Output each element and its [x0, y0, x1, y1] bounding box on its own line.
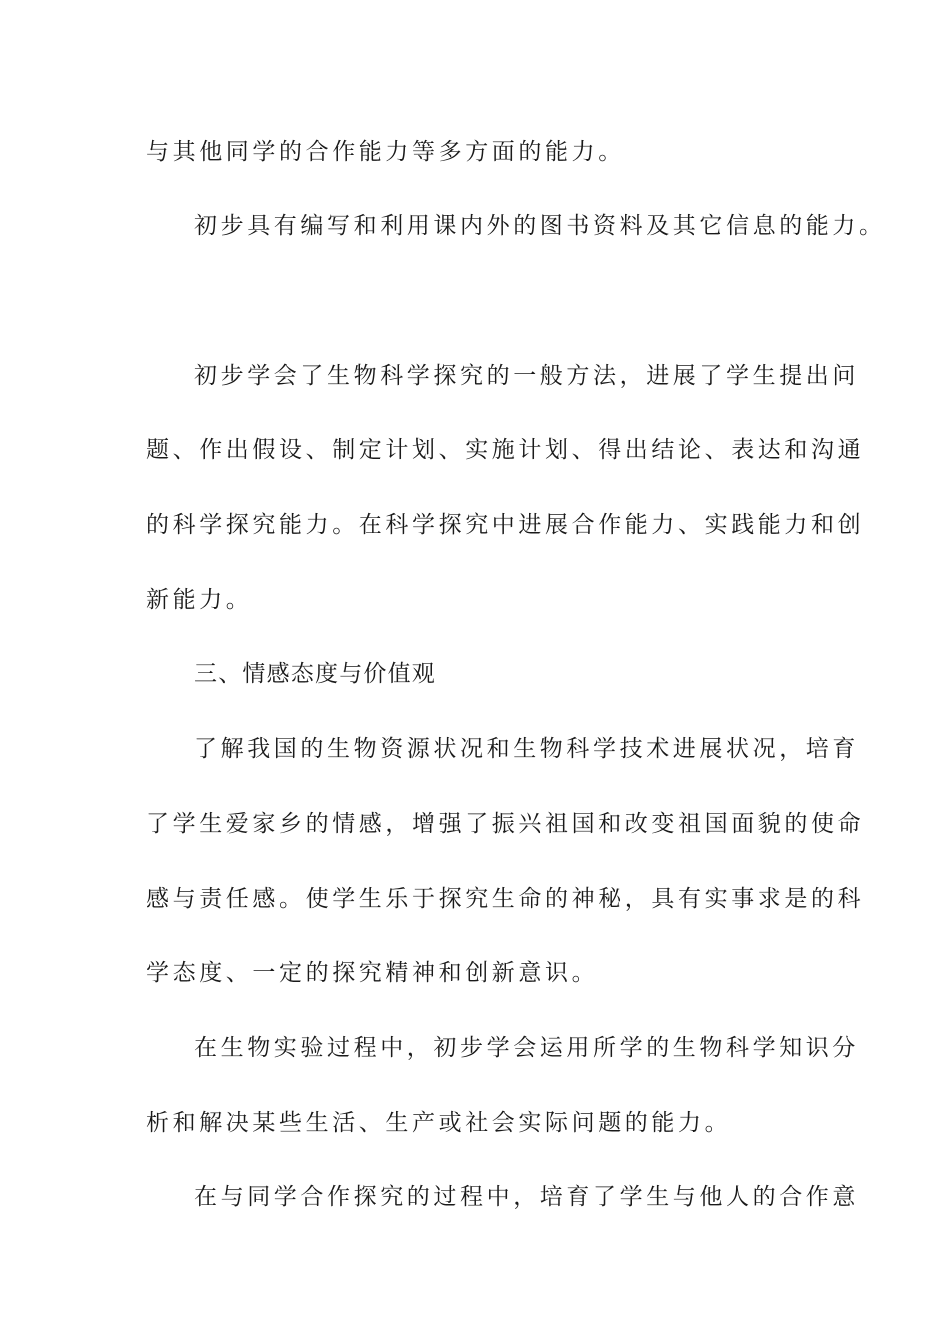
paragraph-line: 初步具有编写和利用课内外的图书资料及其它信息的能力。: [194, 213, 886, 239]
paragraph-line: 的科学探究能力。在科学探究中进展合作能力、实践能力和创: [146, 512, 865, 538]
paragraph-line: 与其他同学的合作能力等多方面的能力。: [146, 139, 625, 165]
paragraph-line: 了学生爱家乡的情感，增强了振兴祖国和改变祖国面貌的使命: [146, 811, 865, 837]
paragraph-line: 在生物实验过程中，初步学会运用所学的生物科学知识分: [194, 1035, 859, 1061]
section-heading: 三、情感态度与价值观: [194, 661, 436, 687]
paragraph-line: 了解我国的生物资源状况和生物科学技术进展状况，培育: [194, 736, 859, 762]
paragraph-line: 新能力。: [146, 587, 253, 613]
paragraph-line: 感与责任感。使学生乐于探究生命的神秘，具有实事求是的科: [146, 886, 865, 912]
paragraph-line: 在与同学合作探究的过程中，培育了学生与他人的合作意: [194, 1184, 859, 1210]
paragraph-line: 析和解决某些生活、生产或社会实际问题的能力。: [146, 1110, 732, 1136]
paragraph-line: 学态度、一定的探究精神和创新意识。: [146, 960, 599, 986]
paragraph-line: 题、作出假设、制定计划、实施计划、得出结论、表达和沟通: [146, 437, 865, 463]
paragraph-line: 初步学会了生物科学探究的一般方法，进展了学生提出问: [194, 363, 859, 389]
